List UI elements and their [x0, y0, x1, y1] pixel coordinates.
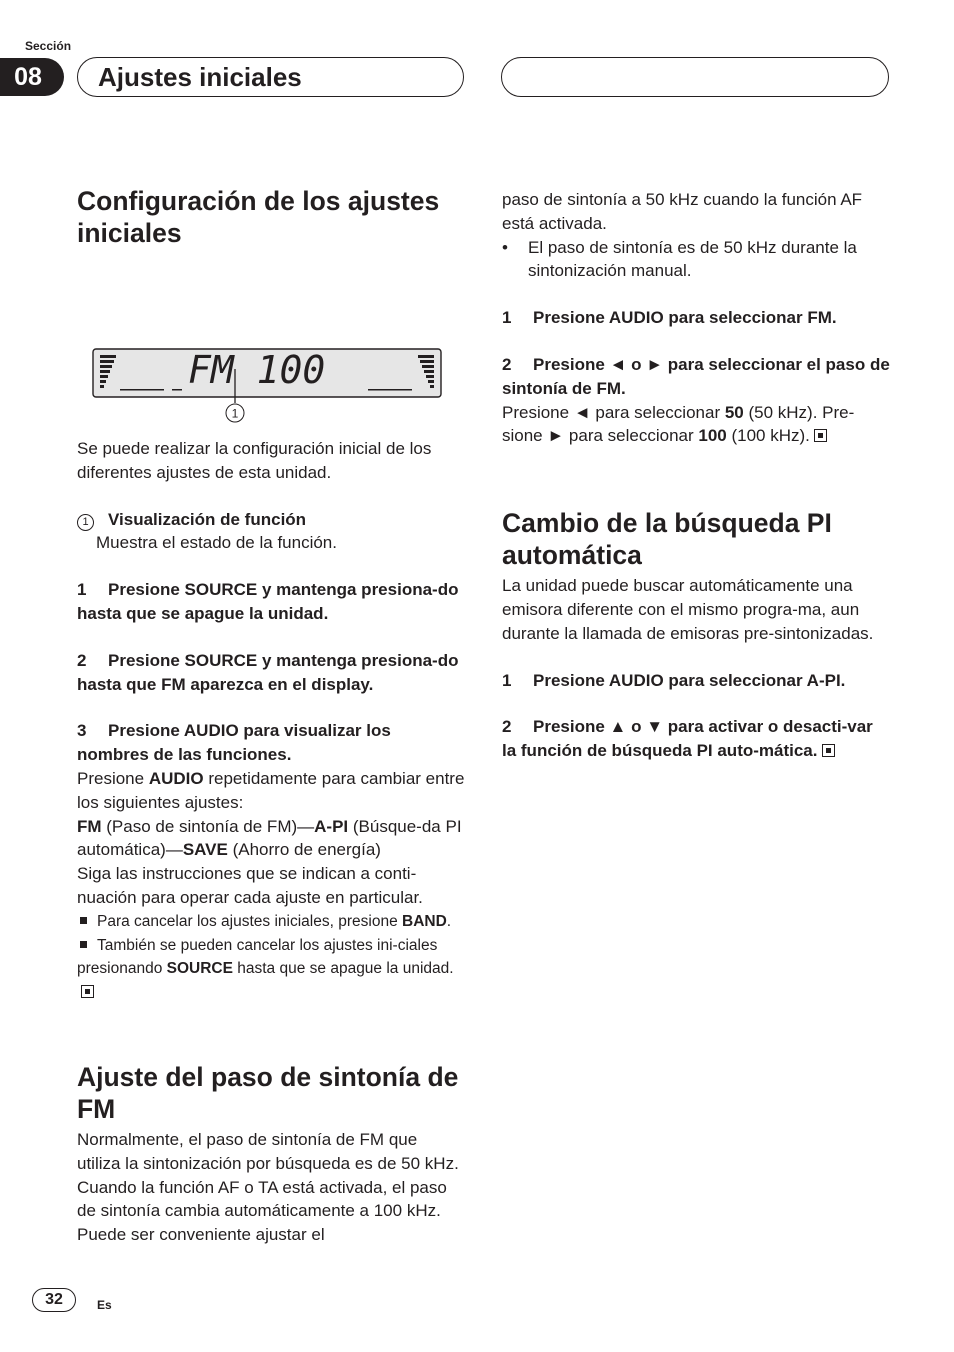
step-1: 1 Presione SOURCE y mantenga presiona-do hasta que se apague la unidad.: [77, 580, 459, 623]
callout-item-desc: Muestra el estado de la función.: [96, 533, 337, 553]
display-illustration: [77, 249, 465, 421]
right-step-2: 2 Presione ◄ o ► para seleccionar el paso de sintonía de FM.: [502, 354, 890, 398]
step-3-body: Presione AUDIO repetidamente para cambiar entre los siguientes ajustes: FM (Paso de sintonía de FM)—A-PI (Búsque-da PI automática)—SAVE (Ahorro de energía): [77, 768, 465, 860]
note-square-icon: [80, 941, 87, 948]
right-step-1: 1 Presione AUDIO para seleccionar FM.: [502, 308, 837, 328]
intro-paragraph: Se puede realizar la configuración inicial de los diferentes ajustes de esta unidad.: [77, 439, 432, 482]
left-column: [77, 186, 465, 1005]
section-title-pill: [77, 57, 464, 97]
callout-marker: 1: [231, 406, 239, 421]
end-of-section-icon: [81, 985, 94, 998]
callout-num: 1: [77, 514, 94, 531]
display-text: FM 100: [188, 348, 326, 392]
note-cancel-band: Para cancelar los ajustes iniciales, presione BAND.: [77, 910, 465, 934]
end-of-section-icon: [822, 744, 835, 757]
right-step-4: 2 Presione ▲ o ▼ para activar o desacti-var la función de búsqueda PI auto-mática.: [502, 717, 873, 761]
end-of-section-icon: [814, 429, 827, 442]
right-column: [502, 188, 890, 763]
empty-header-pill: [501, 57, 889, 97]
pi-paragraph: La unidad puede buscar automáticamente una emisora diferente con el mismo progra-ma, aun durante la llamada de emisoras pre-sintonizadas.: [502, 576, 874, 643]
section-number-badge: 08: [0, 58, 64, 96]
note-square-icon: [80, 917, 87, 924]
fm-paragraph-continued: paso de sintonía a 50 kHz cuando la función AF está activada.: [502, 190, 863, 233]
language-code: Es: [97, 1298, 112, 1312]
bullet-manual-tuning: • El paso de sintonía es de 50 kHz durante la sintonización manual.: [502, 237, 857, 281]
step-3: 3 Presione AUDIO para visualizar los nombres de las funciones.: [77, 721, 391, 765]
callout-item-title: [77, 508, 465, 532]
fm-paragraph: Normalmente, el paso de sintonía de FM que utiliza la sintonización por búsqueda es de 50 kHz. Cuando la función AF o TA está activada, el paso de sintonía cambia automáticamente a 100 kHz. Puede ser conveniente ajustar el: [77, 1130, 459, 1245]
right-step-2-body: Presione ◄ para seleccionar 50 (50 kHz). Pre-sione ► para seleccionar 100 (100 kHz).: [502, 402, 855, 446]
section-title: Ajustes iniciales: [98, 62, 302, 92]
section-label: Sección: [25, 39, 72, 53]
page-number: 32: [32, 1288, 76, 1312]
callout-title-text: Visualización de función: [108, 509, 307, 529]
step-2: 2 Presione SOURCE y mantenga presiona-do hasta que FM aparezca en el display.: [77, 650, 459, 694]
right-step-3: 1 Presione AUDIO para seleccionar A-PI.: [502, 670, 846, 690]
heading-pi-search: Cambio de la búsqueda PI automática: [502, 508, 832, 570]
note-cancel-source: También se pueden cancelar los ajustes ini-ciales presionando SOURCE hasta que se apague la unidad.: [77, 934, 465, 1005]
heading-fm-step: Ajuste del paso de sintonía de FM: [77, 1062, 459, 1124]
left-column-lower: [77, 1062, 465, 1247]
heading-config-initial: Configuración de los ajustes iniciales: [77, 186, 440, 248]
step-3-instructions: Siga las instrucciones que se indican a conti-nuación para operar cada ajuste en particular.: [77, 864, 423, 907]
lcd-display-icon: [92, 345, 444, 435]
